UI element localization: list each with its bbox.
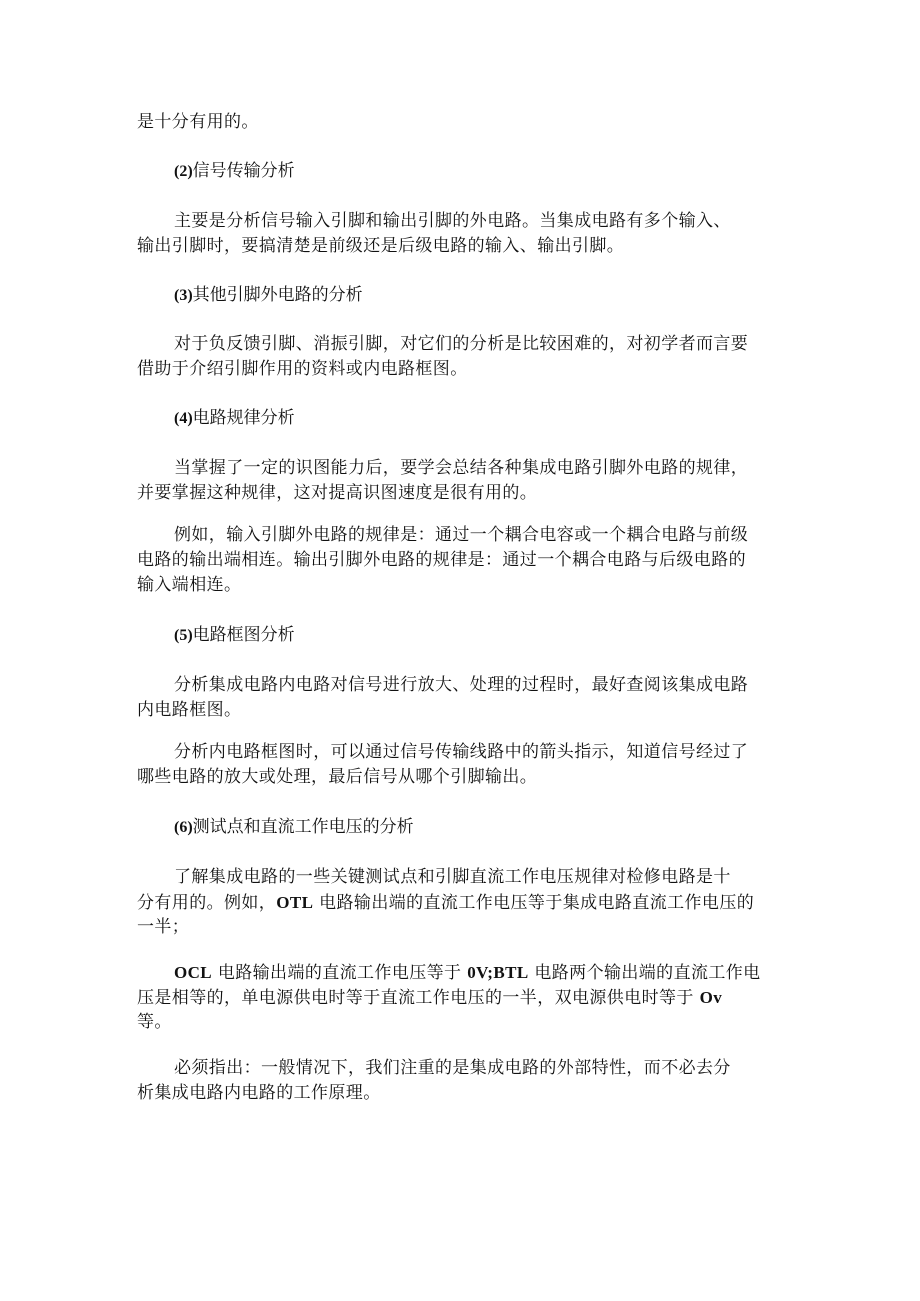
heading-text: 其他引脚外电路的分析: [192, 285, 363, 305]
text-line: 例如，输入引脚外电路的规律是：通过一个耦合电容或一个耦合电路与前级: [174, 525, 749, 545]
paragraph-other-pins: [137, 332, 797, 382]
paragraph-test-points: [137, 865, 797, 940]
text-line: 了解集成电路的一些关键测试点和引脚直流工作电压规律对检修电路是十: [174, 867, 731, 887]
text-line: 分析内电路框图时，可以通过信号传输线路中的箭头指示，知道信号经过了: [174, 742, 749, 762]
paragraph-signal-transmission: [137, 209, 797, 259]
heading-number: (4): [174, 410, 193, 427]
section-heading-2: [174, 159, 295, 184]
text-run: 电路两个输出端的直流工作电: [528, 963, 761, 983]
heading-text: 测试点和直流工作电压的分析: [192, 817, 414, 837]
text-line: 输入端相连。: [137, 575, 242, 595]
paragraph-conclusion: [137, 1056, 797, 1106]
text-line: 当掌握了一定的识图能力后，要学会总结各种集成电路引脚外电路的规律，: [174, 458, 749, 478]
text-run: 分有用的。例如，: [137, 893, 277, 913]
text-line: [137, 960, 797, 985]
term-otl: OTL: [276, 893, 314, 912]
heading-text: 信号传输分析: [192, 161, 295, 181]
paragraph-example: [137, 523, 797, 598]
paragraph-ocl-btl: [137, 960, 797, 1035]
text-line: 电路的输出端相连。输出引脚外电路的规律是：通过一个耦合电路与后级电路的: [137, 550, 746, 570]
text-line: 必须指出：一般情况下，我们注重的是集成电路的外部特性，而不必去分: [174, 1058, 731, 1078]
heading-text: 电路框图分析: [192, 625, 295, 645]
text-line: 输出引脚时，要搞清楚是前级还是后级电路的输入、输出引脚。: [137, 236, 625, 256]
heading-number: (5): [174, 627, 193, 644]
section-heading-5: [174, 623, 295, 648]
text-line: 是十分有用的。: [137, 112, 259, 132]
paragraph-circuit-rules: [137, 456, 797, 506]
text-line: 并要掌握这种规律，这对提高识图速度是很有用的。: [137, 483, 538, 503]
term-btl: 0V;BTL: [467, 963, 529, 982]
heading-text: 电路规律分析: [192, 408, 295, 428]
text-line: 对于负反馈引脚、消振引脚，对它们的分析是比较困难的，对初学者而言要: [174, 334, 749, 354]
text-run: 电路输出端的直流工作电压等于: [212, 963, 468, 983]
term-ocl: OCL: [174, 963, 213, 982]
text-line: 一半；: [137, 917, 190, 937]
text-run: 压是相等的，单电源供电时等于直流工作电压的一半，双电源供电时等于: [137, 988, 700, 1008]
heading-number: (3): [174, 287, 193, 304]
term-ov: Ov: [699, 988, 723, 1007]
heading-number: (6): [174, 819, 193, 836]
section-heading-3: [174, 283, 363, 308]
heading-number: (2): [174, 163, 193, 180]
text-run: 电路输出端的直流工作电压等于集成电路直流工作电压的: [313, 893, 755, 913]
text-line: [137, 890, 797, 915]
text-line: 主要是分析信号输入引脚和输出引脚的外电路。当集成电路有多个输入、: [174, 211, 731, 231]
text-line: 借助于介绍引脚作用的资料或内电路框图。: [137, 359, 468, 379]
paragraph-intro: [137, 110, 797, 135]
text-line: 内电路框图。: [137, 700, 242, 720]
section-heading-6: [174, 815, 414, 840]
text-line: 分析集成电路内电路对信号进行放大、处理的过程时，最好查阅该集成电路: [174, 675, 749, 695]
text-line: [137, 985, 797, 1010]
section-heading-4: [174, 406, 295, 431]
paragraph-block-diagram-analysis: [137, 740, 797, 790]
text-line: 析集成电路内电路的工作原理。: [137, 1083, 381, 1103]
paragraph-block-diagram: [137, 673, 797, 723]
text-line: 等。: [137, 1012, 172, 1032]
text-line: 哪些电路的放大或处理，最后信号从哪个引脚输出。: [137, 767, 538, 787]
